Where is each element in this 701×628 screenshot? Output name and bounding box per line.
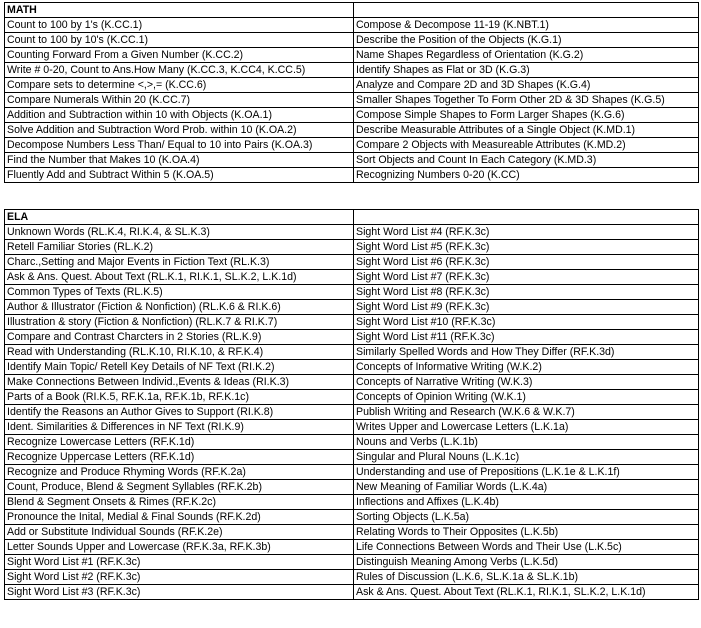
math-standard-left: Addition and Subtraction within 10 with Objects (K.OA.1) [5,108,354,123]
math-header-row [5,3,699,18]
math-table-row [5,153,699,168]
math-table-row [5,78,699,93]
math-table-row [5,93,699,108]
ela-table-row [5,435,699,450]
ela-standard-left: Letter Sounds Upper and Lowercase (RF.K.3a, RF.K.3b) [5,540,354,555]
math-standard-right: Name Shapes Regardless of Orientation (K.G.2) [354,48,699,63]
ela-standard-right: Similarly Spelled Words and How They Differ (RF.K.3d) [354,345,699,360]
ela-standard-left: Make Connections Between Individ.,Events & Ideas (RI.K.3) [5,375,354,390]
math-standard-left: Compare Numerals Within 20 (K.CC.7) [5,93,354,108]
ela-standard-left: Compare and Contrast Charcters in 2 Stories (RL.K.9) [5,330,354,345]
ela-standard-right: Publish Writing and Research (W.K.6 & W.K.7) [354,405,699,420]
ela-table-row [5,525,699,540]
ela-standard-right: Inflections and Affixes (L.K.4b) [354,495,699,510]
math-table-row [5,63,699,78]
ela-standard-left: Retell Familiar Stories (RL.K.2) [5,240,354,255]
math-standard-left: Count to 100 by 1's (K.CC.1) [5,18,354,33]
ela-standard-right: Life Connections Between Words and Their Use (L.K.5c) [354,540,699,555]
math-standard-right: Smaller Shapes Together To Form Other 2D & 3D Shapes (K.G.5) [354,93,699,108]
ela-standard-left: Identify the Reasons an Author Gives to Support (RI.K.8) [5,405,354,420]
ela-table-row [5,300,699,315]
math-standard-right: Identify Shapes as Flat or 3D (K.G.3) [354,63,699,78]
math-standard-left: Solve Addition and Subtraction Word Prob. within 10 (K.OA.2) [5,123,354,138]
ela-standard-left: Add or Substitute Individual Sounds (RF.K.2e) [5,525,354,540]
ela-standard-right: New Meaning of Familiar Words (L.K.4a) [354,480,699,495]
ela-standard-right: Distinguish Meaning Among Verbs (L.K.5d) [354,555,699,570]
math-standard-right: Compare 2 Objects with Measureable Attributes (K.MD.2) [354,138,699,153]
math-table-row [5,48,699,63]
ela-header-empty-cell [354,210,699,225]
ela-standard-right: Sight Word List #4 (RF.K.3c) [354,225,699,240]
ela-table-row [5,495,699,510]
ela-standard-left: Unknown Words (RL.K.4, RI.K.4, & SL.K.3) [5,225,354,240]
ela-table-row [5,585,699,600]
ela-standard-left: Charc.,Setting and Major Events in Fiction Text (RL.K.3) [5,255,354,270]
ela-table [4,209,699,600]
math-table-row [5,33,699,48]
ela-standard-right: Singular and Plural Nouns (L.K.1c) [354,450,699,465]
math-table-row [5,123,699,138]
ela-standard-right: Writes Upper and Lowercase Letters (L.K.1a) [354,420,699,435]
math-standard-right: Sort Objects and Count In Each Category (K.MD.3) [354,153,699,168]
ela-standard-right: Sight Word List #5 (RF.K.3c) [354,240,699,255]
math-header-empty-cell [354,3,699,18]
ela-standard-left: Recognize Uppercase Letters (RF.K.1d) [5,450,354,465]
math-standard-right: Recognizing Numbers 0-20 (K.CC) [354,168,699,183]
math-standard-right: Compose Simple Shapes to Form Larger Shapes (K.G.6) [354,108,699,123]
ela-standard-right: Understanding and use of Prepositions (L.K.1e & L.K.1f) [354,465,699,480]
ela-standard-right: Relating Words to Their Opposites (L.K.5b) [354,525,699,540]
math-table-row [5,138,699,153]
ela-standard-left: Blend & Segment Onsets & Rimes (RF.K.2c) [5,495,354,510]
math-standard-left: Count to 100 by 10's (K.CC.1) [5,33,354,48]
ela-table-row [5,360,699,375]
ela-table-row [5,375,699,390]
ela-header-row [5,210,699,225]
ela-standard-left: Illustration & story (Fiction & Nonfiction) (RL.K.7 & RI.K.7) [5,315,354,330]
math-table-row [5,168,699,183]
ela-header: ELA [5,210,354,225]
ela-standard-left: Recognize Lowercase Letters (RF.K.1d) [5,435,354,450]
math-table [4,2,699,183]
ela-table-body [5,210,699,600]
ela-standard-right: Sight Word List #6 (RF.K.3c) [354,255,699,270]
math-standard-left: Counting Forward From a Given Number (K.CC.2) [5,48,354,63]
ela-table-row [5,405,699,420]
ela-table-row [5,270,699,285]
ela-standard-left: Recognize and Produce Rhyming Words (RF.K.2a) [5,465,354,480]
ela-standard-right: Rules of Discussion (L.K.6, SL.K.1a & SL.K.1b) [354,570,699,585]
ela-table-row [5,480,699,495]
ela-table-row [5,255,699,270]
math-header: MATH [5,3,354,18]
ela-standard-left: Ask & Ans. Quest. About Text (RL.K.1, RI.K.1, SL.K.2, L.K.1d) [5,270,354,285]
math-standard-right: Compose & Decompose 11-19 (K.NBT.1) [354,18,699,33]
ela-standard-right: Sight Word List #10 (RF.K.3c) [354,315,699,330]
math-standard-right: Analyze and Compare 2D and 3D Shapes (K.G.4) [354,78,699,93]
ela-table-row [5,540,699,555]
ela-table-row [5,345,699,360]
ela-table-row [5,510,699,525]
math-table-row [5,108,699,123]
ela-table-row [5,315,699,330]
ela-table-row [5,420,699,435]
ela-table-row [5,225,699,240]
math-standard-left: Compare sets to determine <,>,= (K.CC.6) [5,78,354,93]
ela-standard-right: Nouns and Verbs (L.K.1b) [354,435,699,450]
ela-table-row [5,555,699,570]
ela-standard-right: Sight Word List #8 (RF.K.3c) [354,285,699,300]
ela-standard-left: Sight Word List #2 (RF.K.3c) [5,570,354,585]
ela-standard-right: Concepts of Informative Writing (W.K.2) [354,360,699,375]
math-standard-right: Describe the Position of the Objects (K.G.1) [354,33,699,48]
ela-table-row [5,450,699,465]
ela-standard-left: Author & Illustrator (Fiction & Nonfiction) (RL.K.6 & RI.K.6) [5,300,354,315]
ela-table-row [5,240,699,255]
ela-table-row [5,570,699,585]
ela-table-row [5,330,699,345]
math-table-body [5,3,699,183]
ela-standard-left: Identify Main Topic/ Retell Key Details of NF Text (RI.K.2) [5,360,354,375]
ela-standard-left: Read with Understanding (RL.K.10, RI.K.10, & RF.K.4) [5,345,354,360]
math-standard-left: Decompose Numbers Less Than/ Equal to 10 into Pairs (K.OA.3) [5,138,354,153]
ela-standard-right: Concepts of Opinion Writing (W.K.1) [354,390,699,405]
ela-standard-left: Ident. Similarities & Differences in NF Text (RI.K.9) [5,420,354,435]
ela-table-row [5,285,699,300]
ela-standard-left: Pronounce the Inital, Medial & Final Sounds (RF.K.2d) [5,510,354,525]
ela-standard-right: Sight Word List #9 (RF.K.3c) [354,300,699,315]
ela-standard-left: Parts of a Book (RI.K.5, RF.K.1a, RF.K.1b, RF.K.1c) [5,390,354,405]
math-standard-right: Describe Measurable Attributes of a Single Object (K.MD.1) [354,123,699,138]
ela-standard-left: Sight Word List #1 (RF.K.3c) [5,555,354,570]
math-standard-left: Write # 0-20, Count to Ans.How Many (K.CC.3, K.CC4, K.CC.5) [5,63,354,78]
ela-standard-left: Common Types of Texts (RL.K.5) [5,285,354,300]
ela-table-row [5,465,699,480]
ela-table-row [5,390,699,405]
math-standard-left: Find the Number that Makes 10 (K.OA.4) [5,153,354,168]
ela-standard-right: Sight Word List #11 (RF.K.3c) [354,330,699,345]
ela-standard-right: Concepts of Narrative Writing (W.K.3) [354,375,699,390]
ela-standard-left: Sight Word List #3 (RF.K.3c) [5,585,354,600]
ela-standard-right: Sorting Objects (L.K.5a) [354,510,699,525]
ela-standard-right: Ask & Ans. Quest. About Text (RL.K.1, RI.K.1, SL.K.2, L.K.1d) [354,585,699,600]
math-table-row [5,18,699,33]
math-standard-left: Fluently Add and Subtract Within 5 (K.OA.5) [5,168,354,183]
ela-standard-right: Sight Word List #7 (RF.K.3c) [354,270,699,285]
ela-standard-left: Count, Produce, Blend & Segment Syllables (RF.K.2b) [5,480,354,495]
